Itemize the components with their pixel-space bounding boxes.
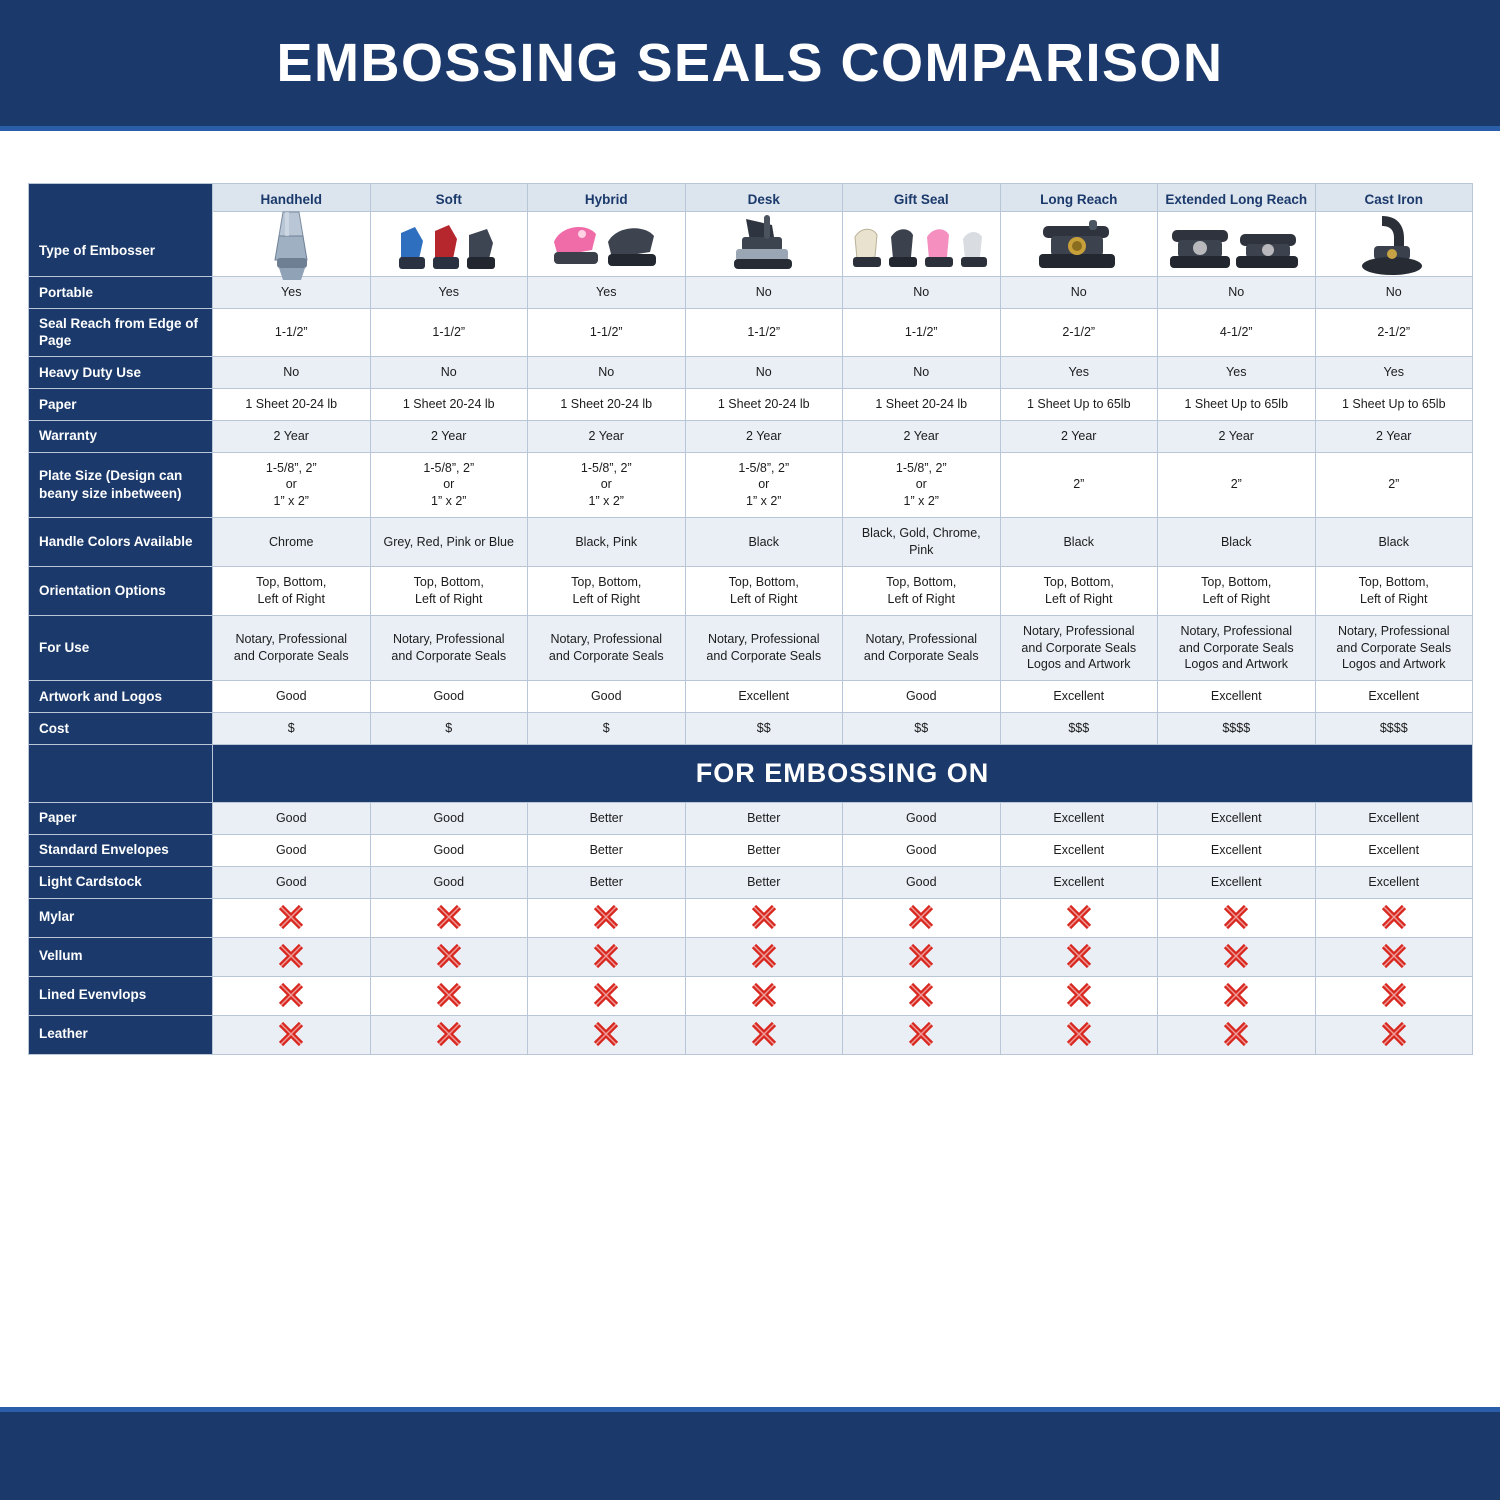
table-cell: 2 Year	[213, 420, 371, 452]
table-row	[29, 356, 1473, 388]
table-cell: Top, Bottom, Left of Right	[1315, 566, 1473, 615]
column-header-5: Long Reach	[1001, 184, 1158, 212]
red-x-icon	[843, 1015, 1001, 1054]
table-cell: Good	[213, 681, 371, 713]
table-cell: Better	[528, 834, 686, 866]
table-cell: Yes	[213, 277, 371, 309]
table-cell: Top, Bottom, Left of Right	[1158, 566, 1316, 615]
row-header-embossing-1: Standard Envelopes	[29, 834, 213, 866]
column-header-7: Cast Iron	[1316, 184, 1473, 212]
table-cell: 1 Sheet Up to 65lb	[1158, 388, 1316, 420]
table-cell: 1 Sheet 20-24 lb	[370, 388, 528, 420]
table-cell: Better	[685, 834, 843, 866]
table-cell: Notary, Professional and Corporate Seals	[370, 615, 528, 681]
table-cell: $$$$	[1158, 713, 1316, 745]
table-cell: Top, Bottom, Left of Right	[685, 566, 843, 615]
red-x-icon	[528, 976, 686, 1015]
table-cell: Good	[843, 834, 1001, 866]
red-x-icon	[843, 937, 1001, 976]
table-row	[29, 834, 1473, 866]
red-x-icon	[843, 898, 1001, 937]
red-x-icon	[685, 1015, 843, 1054]
section-corner	[29, 745, 213, 803]
row-header-3: Heavy Duty Use	[29, 356, 213, 388]
table-cell: Top, Bottom, Left of Right	[1000, 566, 1158, 615]
table-cell: Yes	[1315, 356, 1473, 388]
table-cell: Black	[1000, 518, 1158, 567]
table-cell: Better	[685, 803, 843, 835]
table-cell: Yes	[370, 277, 528, 309]
header-divider	[0, 126, 1500, 131]
row-header-5: Warranty	[29, 420, 213, 452]
table-row	[29, 308, 1473, 356]
table-cell: 1-5/8”, 2” or 1” x 2”	[685, 452, 843, 518]
table-cell: 2”	[1158, 452, 1316, 518]
table-cell: Excellent	[1000, 681, 1158, 713]
row-header-type-of-embosser: Type of Embosser	[29, 184, 213, 277]
table-row	[29, 976, 1473, 1015]
table-cell: Black, Gold, Chrome, Pink	[843, 518, 1001, 567]
table-row	[29, 866, 1473, 898]
table-cell: Top, Bottom, Left of Right	[843, 566, 1001, 615]
table-row	[29, 898, 1473, 937]
table-cell: $	[528, 713, 686, 745]
table-cell: Excellent	[1000, 866, 1158, 898]
table-cell: $$	[685, 713, 843, 745]
table-cell: Notary, Professional and Corporate Seals	[685, 615, 843, 681]
gift-seal-embosser-icon	[843, 212, 1000, 276]
hybrid-embosser-icon	[528, 212, 685, 276]
table-cell: No	[843, 356, 1001, 388]
product-cell	[843, 184, 1001, 277]
table-cell: 1 Sheet 20-24 lb	[843, 388, 1001, 420]
row-header-6: Plate Size (Design can beany size inbetween)	[29, 452, 213, 518]
product-cell	[1315, 184, 1473, 277]
table-cell: $	[370, 713, 528, 745]
table-cell: 2”	[1315, 452, 1473, 518]
red-x-icon	[370, 937, 528, 976]
table-cell: Chrome	[213, 518, 371, 567]
table-row	[29, 420, 1473, 452]
table-cell: Top, Bottom, Left of Right	[528, 566, 686, 615]
table-cell: 1-1/2”	[685, 308, 843, 356]
red-x-icon	[213, 976, 371, 1015]
row-header-2: Seal Reach from Edge of Page	[29, 308, 213, 356]
comparison-table	[28, 183, 1473, 1055]
table-cell: No	[843, 277, 1001, 309]
table-cell: 2”	[1000, 452, 1158, 518]
table-row	[29, 681, 1473, 713]
table-cell: 2 Year	[1315, 420, 1473, 452]
table-cell: Good	[843, 866, 1001, 898]
table-cell: 2 Year	[1000, 420, 1158, 452]
table-row	[29, 388, 1473, 420]
table-cell: 1-1/2”	[213, 308, 371, 356]
table-cell: 1-5/8”, 2” or 1” x 2”	[528, 452, 686, 518]
column-header-2: Hybrid	[528, 184, 685, 212]
product-cell	[370, 184, 528, 277]
table-cell: Excellent	[1158, 681, 1316, 713]
table-cell: Excellent	[1158, 803, 1316, 835]
table-cell: $$$$	[1315, 713, 1473, 745]
table-cell: Excellent	[685, 681, 843, 713]
table-cell: Top, Bottom, Left of Right	[370, 566, 528, 615]
table-cell: No	[528, 356, 686, 388]
red-x-icon	[1000, 898, 1158, 937]
table-cell: Excellent	[1000, 834, 1158, 866]
table-cell: 1-5/8”, 2” or 1” x 2”	[213, 452, 371, 518]
table-cell: No	[685, 277, 843, 309]
red-x-icon	[1315, 937, 1473, 976]
section-divider-row	[29, 745, 1473, 803]
table-cell: Top, Bottom, Left of Right	[213, 566, 371, 615]
table-cell: No	[1315, 277, 1473, 309]
row-header-10: Artwork and Logos	[29, 681, 213, 713]
column-header-1: Soft	[371, 184, 528, 212]
section-title: FOR EMBOSSING ON	[213, 745, 1473, 803]
table-cell: 1-1/2”	[528, 308, 686, 356]
product-cell	[213, 184, 371, 277]
table-cell: Black, Pink	[528, 518, 686, 567]
table-row	[29, 566, 1473, 615]
table-cell: Better	[528, 866, 686, 898]
long-reach-embosser-icon	[1001, 212, 1158, 276]
desk-embosser-icon	[686, 212, 843, 276]
table-cell: 1-5/8”, 2” or 1” x 2”	[370, 452, 528, 518]
soft-embosser-icon	[371, 212, 528, 276]
footer-band	[0, 1412, 1500, 1500]
table-cell: $$$	[1000, 713, 1158, 745]
table-cell: Yes	[1000, 356, 1158, 388]
table-cell: $$	[843, 713, 1001, 745]
table-cell: No	[685, 356, 843, 388]
product-cell	[685, 184, 843, 277]
table-cell: 2-1/2”	[1000, 308, 1158, 356]
row-header-11: Cost	[29, 713, 213, 745]
table-cell: Yes	[528, 277, 686, 309]
table-cell: Notary, Professional and Corporate Seals	[213, 615, 371, 681]
table-cell: Black	[685, 518, 843, 567]
table-cell: Good	[528, 681, 686, 713]
table-cell: Good	[843, 803, 1001, 835]
red-x-icon	[370, 898, 528, 937]
row-header-embossing-2: Light Cardstock	[29, 866, 213, 898]
red-x-icon	[528, 898, 686, 937]
table-cell: 2-1/2”	[1315, 308, 1473, 356]
table-cell: Good	[370, 866, 528, 898]
table-cell: 2 Year	[370, 420, 528, 452]
header-row	[29, 184, 1473, 277]
red-x-icon	[843, 976, 1001, 1015]
table-cell: Notary, Professional and Corporate Seals Logos and Artwork	[1158, 615, 1316, 681]
red-x-icon	[370, 1015, 528, 1054]
table-cell: Good	[370, 681, 528, 713]
table-row	[29, 937, 1473, 976]
table-cell: 4-1/2”	[1158, 308, 1316, 356]
red-x-icon	[213, 898, 371, 937]
red-x-icon	[1158, 898, 1316, 937]
column-header-3: Desk	[686, 184, 843, 212]
table-cell: Excellent	[1158, 834, 1316, 866]
table-cell: Notary, Professional and Corporate Seals	[843, 615, 1001, 681]
table-cell: Excellent	[1315, 681, 1473, 713]
table-cell: Notary, Professional and Corporate Seals	[528, 615, 686, 681]
red-x-icon	[685, 976, 843, 1015]
handheld-embosser-icon	[213, 212, 370, 276]
table-cell: 1 Sheet Up to 65lb	[1315, 388, 1473, 420]
table-cell: No	[370, 356, 528, 388]
column-header-6: Extended Long Reach	[1158, 184, 1315, 212]
red-x-icon	[685, 937, 843, 976]
table-cell: 2 Year	[843, 420, 1001, 452]
red-x-icon	[1000, 976, 1158, 1015]
table-row	[29, 1015, 1473, 1054]
table-cell: 1-1/2”	[843, 308, 1001, 356]
table-cell: No	[1000, 277, 1158, 309]
table-cell: 2 Year	[1158, 420, 1316, 452]
table-cell: Excellent	[1315, 866, 1473, 898]
red-x-icon	[528, 937, 686, 976]
table-cell: Good	[370, 803, 528, 835]
table-cell: Notary, Professional and Corporate Seals Logos and Artwork	[1315, 615, 1473, 681]
red-x-icon	[213, 937, 371, 976]
table-cell: 2 Year	[528, 420, 686, 452]
table-cell: Excellent	[1315, 803, 1473, 835]
table-cell: Better	[528, 803, 686, 835]
red-x-icon	[1000, 1015, 1158, 1054]
row-header-4: Paper	[29, 388, 213, 420]
table-row	[29, 452, 1473, 518]
red-x-icon	[1000, 937, 1158, 976]
table-cell: No	[1158, 277, 1316, 309]
table-cell: Black	[1158, 518, 1316, 567]
table-cell: Excellent	[1158, 866, 1316, 898]
table-cell: Yes	[1158, 356, 1316, 388]
table-cell: Good	[370, 834, 528, 866]
table-row	[29, 518, 1473, 567]
comparison-table-wrapper	[28, 183, 1472, 1055]
row-header-7: Handle Colors Available	[29, 518, 213, 567]
column-header-4: Gift Seal	[843, 184, 1000, 212]
table-cell: Grey, Red, Pink or Blue	[370, 518, 528, 567]
table-cell: Good	[213, 866, 371, 898]
table-cell: Good	[843, 681, 1001, 713]
extended-long-reach-embosser-icon	[1158, 212, 1315, 276]
red-x-icon	[370, 976, 528, 1015]
red-x-icon	[1158, 1015, 1316, 1054]
row-header-8: Orientation Options	[29, 566, 213, 615]
table-cell: Notary, Professional and Corporate Seals Logos and Artwork	[1000, 615, 1158, 681]
row-header-9: For Use	[29, 615, 213, 681]
red-x-icon	[213, 1015, 371, 1054]
red-x-icon	[1158, 937, 1316, 976]
table-cell: Better	[685, 866, 843, 898]
row-header-embossing-5: Lined Evenvlops	[29, 976, 213, 1015]
table-cell: 1 Sheet Up to 65lb	[1000, 388, 1158, 420]
red-x-icon	[1315, 898, 1473, 937]
page-title: EMBOSSING SEALS COMPARISON	[276, 33, 1224, 93]
row-header-1: Portable	[29, 277, 213, 309]
row-header-embossing-4: Vellum	[29, 937, 213, 976]
row-header-embossing-3: Mylar	[29, 898, 213, 937]
red-x-icon	[528, 1015, 686, 1054]
product-cell	[1158, 184, 1316, 277]
table-cell: Good	[213, 803, 371, 835]
cast-iron-embosser-icon	[1316, 212, 1473, 276]
row-header-embossing-0: Paper	[29, 803, 213, 835]
row-header-embossing-6: Leather	[29, 1015, 213, 1054]
table-cell: No	[213, 356, 371, 388]
table-cell: $	[213, 713, 371, 745]
red-x-icon	[685, 898, 843, 937]
product-cell	[528, 184, 686, 277]
table-row	[29, 615, 1473, 681]
table-row	[29, 713, 1473, 745]
red-x-icon	[1315, 976, 1473, 1015]
table-cell: Excellent	[1000, 803, 1158, 835]
table-cell: 1-5/8”, 2” or 1” x 2”	[843, 452, 1001, 518]
table-cell: Good	[213, 834, 371, 866]
table-cell: 1-1/2”	[370, 308, 528, 356]
red-x-icon	[1158, 976, 1316, 1015]
table-cell: 1 Sheet 20-24 lb	[528, 388, 686, 420]
table-cell: 1 Sheet 20-24 lb	[685, 388, 843, 420]
table-cell: 1 Sheet 20-24 lb	[213, 388, 371, 420]
table-cell: Black	[1315, 518, 1473, 567]
column-header-0: Handheld	[213, 184, 370, 212]
table-cell: Excellent	[1315, 834, 1473, 866]
table-cell: 2 Year	[685, 420, 843, 452]
red-x-icon	[1315, 1015, 1473, 1054]
table-row	[29, 803, 1473, 835]
product-cell	[1000, 184, 1158, 277]
